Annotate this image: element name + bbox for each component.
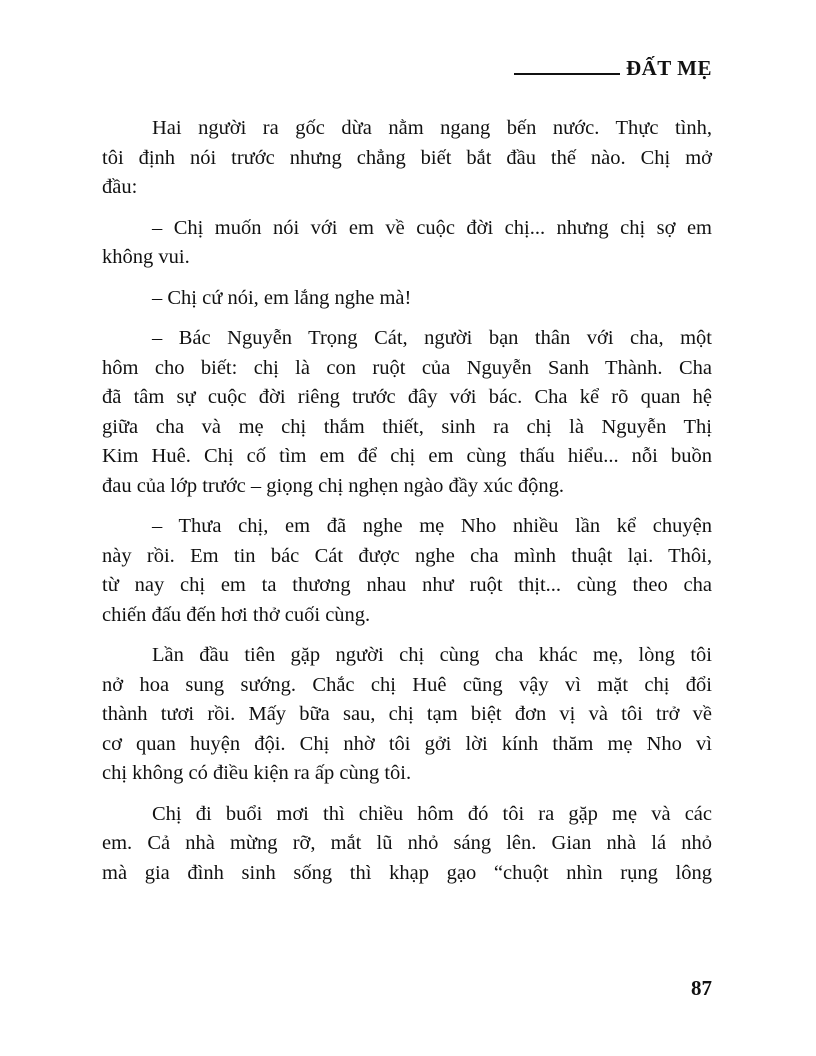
- text-line: – Chị cứ nói, em lắng nghe mà!: [152, 286, 412, 309]
- paragraph: [102, 641, 712, 789]
- text-line: nở hoa sung sướng. Chắc chị Huê cũng vậy vì mặt chị đổi: [102, 673, 712, 696]
- text-line: – Thưa chị, em đã nghe mẹ Nho nhiều lần kể chuyện: [152, 515, 712, 537]
- paragraph: [102, 284, 712, 314]
- text-line: chiến đấu đến hơi thở cuối cùng.: [102, 603, 371, 626]
- text-line: cơ quan huyện đội. Chị nhờ tôi gởi lời kính thăm mẹ Nho vì: [102, 732, 712, 755]
- header-rule: [514, 73, 620, 75]
- text-line: tôi định nói trước nhưng chẳng biết bắt đầu thế nào. Chị mở: [102, 146, 712, 169]
- paragraph: [102, 512, 712, 630]
- page-body: [102, 114, 712, 899]
- text-line: thành tươi rồi. Mấy bữa sau, chị tạm biệt đơn vị và tôi trở về: [102, 703, 712, 725]
- text-line: từ nay chị em ta thương nhau như ruột thịt... cùng theo cha: [102, 574, 712, 596]
- paragraph: [102, 214, 712, 273]
- text-line: em. Cả nhà mừng rỡ, mắt lũ nhỏ sáng lên. Gian nhà lá nhỏ: [102, 832, 712, 854]
- text-line: – Chị muốn nói với em về cuộc đời chị... nhưng chị sợ em: [152, 216, 712, 239]
- text-line: Lần đầu tiên gặp người chị cùng cha khác mẹ, lòng tôi: [152, 644, 712, 666]
- running-header: [514, 56, 712, 81]
- text-line: Chị đi buổi mơi thì chiều hôm đó tôi ra gặp mẹ và các: [152, 802, 712, 825]
- paragraph: [102, 114, 712, 203]
- paragraph: [102, 324, 712, 501]
- text-line: này rồi. Em tin bác Cát được nghe cha mình thuật lại. Thôi,: [102, 544, 712, 567]
- page-number: 87: [691, 976, 712, 1000]
- text-line: đau của lớp trước – giọng chị nghẹn ngào đầy xúc động.: [102, 474, 565, 497]
- text-line: mà gia đình sinh sống thì khạp gạo “chuột nhìn rụng lông: [102, 861, 712, 884]
- text-line: đã tâm sự cuộc đời riêng trước đây với bác. Cha kể rõ quan hệ: [102, 386, 712, 408]
- text-line: hôm cho biết: chị là con ruột của Nguyễn Sanh Thành. Cha: [102, 356, 712, 379]
- paragraph: [102, 800, 712, 889]
- text-line: không vui.: [102, 246, 190, 268]
- text-line: Hai người ra gốc dừa nằm ngang bến nước. Thực tình,: [152, 117, 712, 139]
- text-line: Kim Huê. Chị cố tìm em để chị em cùng thấu hiểu... nỗi buồn: [102, 445, 712, 467]
- chapter-title: ĐẤT MẸ: [625, 56, 712, 80]
- text-line: giữa cha và mẹ chị thắm thiết, sinh ra chị là Nguyễn Thị: [102, 415, 712, 438]
- text-line: – Bác Nguyễn Trọng Cát, người bạn thân với cha, một: [152, 327, 712, 349]
- text-line: đầu:: [102, 176, 138, 198]
- text-line: chị không có điều kiện ra ấp cùng tôi.: [102, 762, 412, 784]
